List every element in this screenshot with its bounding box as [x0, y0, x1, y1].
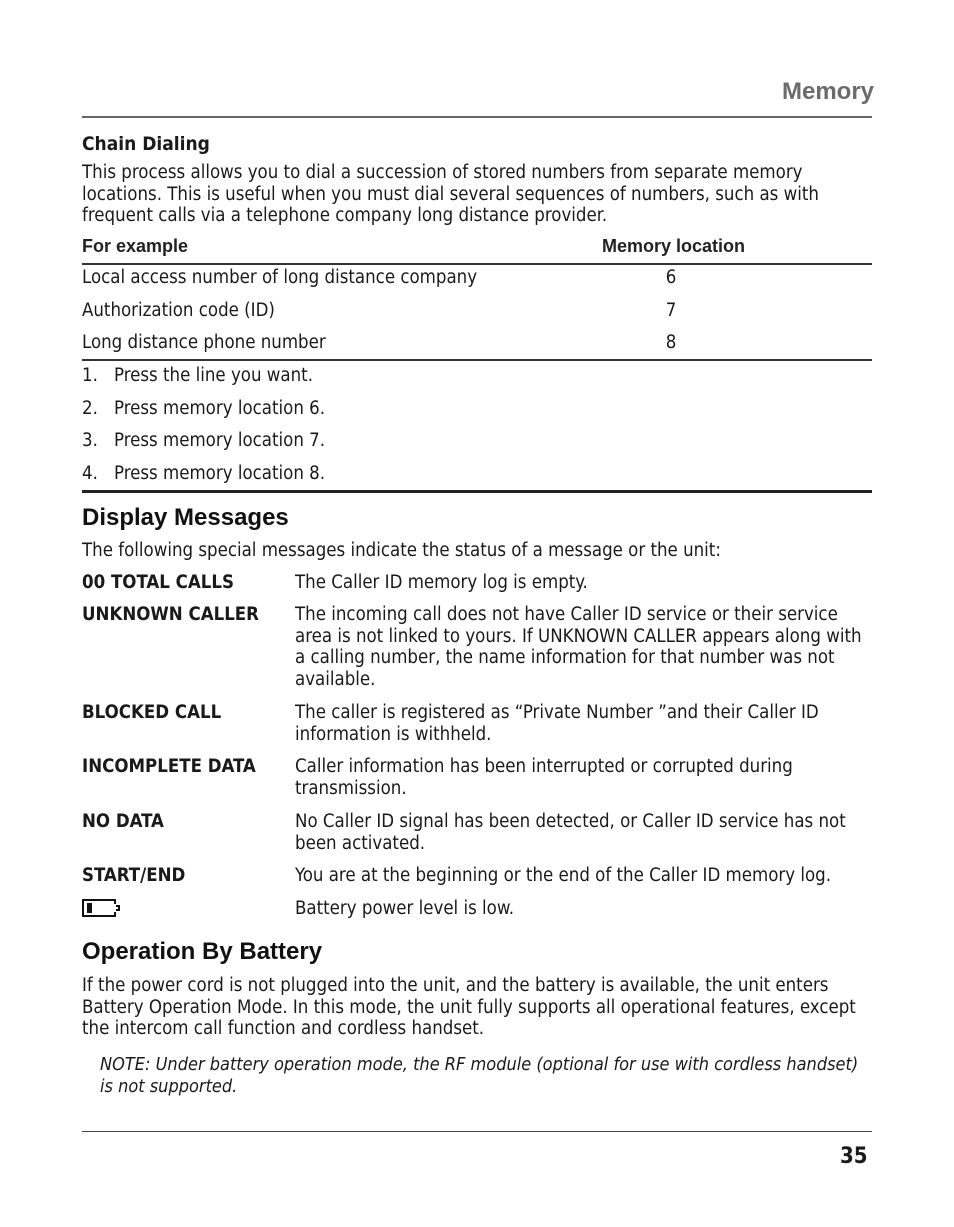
step-text: Press memory location 7.	[114, 430, 326, 451]
message-term: 00 TOTAL CALLS	[82, 572, 234, 593]
step-number: 1.	[82, 365, 98, 386]
footer-divider	[82, 1131, 872, 1132]
table-row-value: 8	[665, 332, 677, 353]
section-title: Memory	[782, 78, 875, 105]
message-description: No Caller ID signal has been detected, or Caller ID service has not been activated.	[295, 811, 846, 854]
page-number: 35	[840, 1144, 868, 1169]
message-term: BLOCKED CALL	[82, 702, 222, 723]
operation-by-battery-body: If the power cord is not plugged into the unit, and the battery is available, the unit enters Battery Operation Mode. In this mode, the unit fully supports all operational features, except the intercom call function and cordless handset.	[82, 975, 856, 1039]
message-description: The incoming call does not have Caller ID service or their service area is not linked to yours. If UNKNOWN CALLER appears along with a calling number, the name information for that number was not available.	[295, 604, 862, 690]
message-description: The Caller ID memory log is empty.	[295, 572, 588, 593]
steps-divider	[82, 490, 872, 493]
step-text: Press the line you want.	[114, 365, 313, 386]
battery-low-description: Battery power level is low.	[295, 898, 515, 919]
table-header-location: Memory location	[602, 236, 746, 256]
table-bottom-divider	[82, 359, 872, 361]
table-header-example: For example	[82, 236, 189, 256]
step-number: 2.	[82, 398, 98, 419]
table-row-label: Long distance phone number	[82, 332, 326, 353]
table-header-divider	[82, 263, 872, 265]
display-messages-intro: The following special messages indicate the status of a message or the unit:	[82, 540, 721, 561]
step-text: Press memory location 6.	[114, 398, 326, 419]
message-term: START/END	[82, 865, 186, 886]
chain-dialing-intro: This process allows you to dial a succession of stored numbers from separate memory locations. This is useful when you must dial several sequences of numbers, such as with frequent calls via a telephone company long distance provider.	[82, 162, 819, 226]
message-description: Caller information has been interrupted or corrupted during transmission.	[295, 756, 793, 799]
table-row-label: Local access number of long distance company	[82, 267, 478, 288]
battery-note: NOTE: Under battery operation mode, the RF module (optional for use with cordless handset) is not supported.	[100, 1054, 859, 1097]
display-messages-title: Display Messages	[82, 504, 289, 531]
chain-dialing-title: Chain Dialing	[82, 133, 210, 155]
header-divider	[82, 116, 872, 118]
message-description: You are at the beginning or the end of the Caller ID memory log.	[295, 865, 832, 886]
table-row-value: 6	[665, 267, 677, 288]
message-term: UNKNOWN CALLER	[82, 604, 259, 625]
message-term: INCOMPLETE DATA	[82, 756, 256, 777]
message-term: NO DATA	[82, 811, 164, 832]
battery-low-icon	[82, 899, 116, 917]
table-row-label: Authorization code (ID)	[82, 300, 275, 321]
operation-by-battery-title: Operation By Battery	[82, 938, 323, 965]
table-row-value: 7	[665, 300, 677, 321]
step-number: 4.	[82, 463, 98, 484]
step-text: Press memory location 8.	[114, 463, 326, 484]
step-number: 3.	[82, 430, 98, 451]
message-description: The caller is registered as “Private Number ”and their Caller ID information is withheld.	[295, 702, 819, 745]
